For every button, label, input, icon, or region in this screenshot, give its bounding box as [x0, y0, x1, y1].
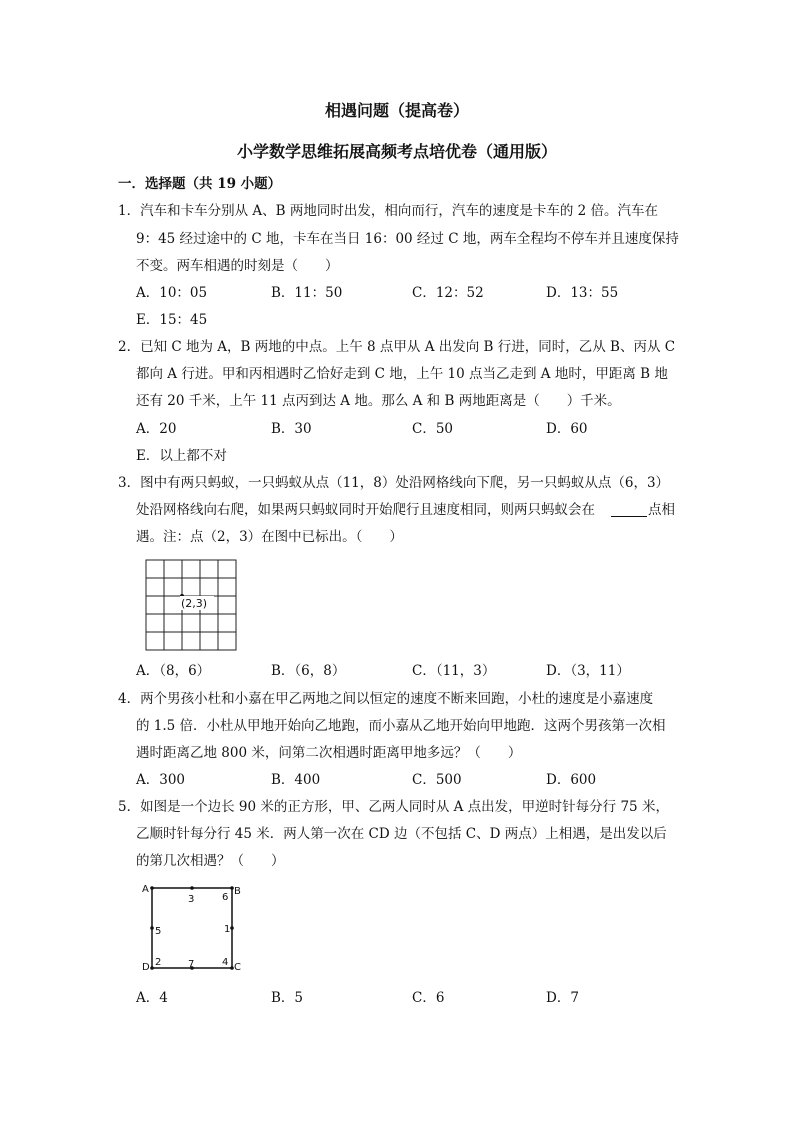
q5-line-3: 的第几次相遇？（ ） [136, 853, 285, 869]
q1-option-d[interactable]: D．13：55 [546, 285, 619, 301]
q2-line-1: 2．已知 C 地为 A，B 两地的中点。上午 8 点甲从 A 出发向 B 行进，同时，乙从 B、丙从 C [118, 339, 676, 355]
mark-7: 7 [188, 959, 195, 970]
q4-option-c[interactable]: C．500 [412, 772, 462, 788]
q5-line-1: 5．如图是一个边长 90 米的正方形，甲、乙两人同时从 A 点出发，甲逆时针每分行 75 米， [118, 799, 669, 815]
q3-line-2: 处沿网格线向右爬，如果两只蚂蚁同时开始爬行且速度相同，则两只蚂蚁会在 [136, 502, 595, 518]
q2-line-2: 都向 A 行进。甲和丙相遇时乙恰好走到 C 地，上午 10 点当乙走到 A 地时，甲距离 B 地 [136, 366, 668, 382]
q1-line-2: 9：45 经过途中的 C 地，卡车在当日 16：00 经过 C 地，两车全程均不停车并且速度保持 [136, 231, 679, 247]
q1-line-1: 1．汽车和卡车分别从 A、B 两地同时出发，相向而行，汽车的速度是卡车的 2 倍。汽车在 [118, 203, 659, 219]
q3-line-3: 遇。注：点（2，3）在图中已标出。（ ） [136, 529, 403, 545]
q2-option-e[interactable]: E．以上都不对 [136, 448, 227, 464]
q4-option-a[interactable]: A．300 [136, 772, 186, 788]
section-heading: 一．选择题（共 19 小题） [118, 176, 282, 192]
q3-line-1: 3．图中有两只蚂蚁，一只蚂蚁从点（11，8）处沿网格线向下爬，另一只蚂蚁从点（6，3） [118, 475, 670, 491]
mark-1: 1 [224, 924, 231, 935]
q5-square-figure [138, 880, 248, 980]
q1-option-b[interactable]: B．11：50 [271, 285, 343, 301]
q1-option-a[interactable]: A．10：05 [136, 285, 208, 301]
q2-line-3: 还有 20 千米，上午 11 点丙到达 A 地。那么 A 和 B 两地距离是（ ）千米。 [136, 393, 621, 409]
q4-line-3: 遇时距离乙地 800 米，问第二次相遇时距离甲地多远？（ ） [136, 745, 522, 761]
q3-answer-blank[interactable] [611, 516, 647, 517]
q4-line-2: 的 1.5 倍．小杜从甲地开始向乙地跑，而小嘉从乙地开始向甲地跑．这两个男孩第一次相 [136, 718, 666, 734]
corner-a: A [142, 884, 149, 895]
q3-option-b[interactable]: B．（6，8） [271, 663, 346, 679]
mark-4: 4 [222, 957, 229, 968]
q1-option-e[interactable]: E．15：45 [136, 312, 208, 328]
q2-option-c[interactable]: C．50 [412, 421, 454, 437]
grid-point-label: (2,3) [181, 597, 208, 610]
q5-option-d[interactable]: D．7 [546, 990, 579, 1006]
q2-option-a[interactable]: A．20 [136, 421, 177, 437]
q2-option-d[interactable]: D．60 [546, 421, 588, 437]
corner-d: D [142, 962, 150, 973]
mark-3: 3 [188, 894, 195, 905]
doc-title: 相遇问题（提高卷） [324, 101, 469, 120]
q1-line-3: 不变。两车相遇的时刻是（ ） [136, 258, 339, 274]
doc-subtitle: 小学数学思维拓展高频考点培优卷（通用版） [236, 142, 557, 161]
corner-c: C [234, 962, 241, 973]
mark-2: 2 [155, 957, 162, 968]
q5-option-a[interactable]: A．4 [136, 990, 168, 1006]
q3-option-d[interactable]: D．（3，11） [546, 663, 630, 679]
q3-option-a[interactable]: A．（8，6） [136, 663, 211, 679]
q3-line-2-end: 点相 [648, 502, 675, 518]
mark-6: 6 [222, 892, 229, 903]
q2-option-b[interactable]: B．30 [271, 421, 312, 437]
mark-5: 5 [155, 926, 162, 937]
q5-option-b[interactable]: B．5 [271, 990, 304, 1006]
q4-option-b[interactable]: B．400 [271, 772, 321, 788]
q5-line-2: 乙顺时针每分行 45 米．两人第一次在 CD 边（不包括 C、D 两点）上相遇，是出发以后 [136, 826, 667, 842]
q5-option-c[interactable]: C．6 [412, 990, 445, 1006]
q1-option-c[interactable]: C．12：52 [412, 285, 484, 301]
corner-b: B [234, 886, 241, 897]
q4-line-1: 4．两个男孩小杜和小嘉在甲乙两地之间以恒定的速度不断来回跑，小杜的速度是小嘉速度 [118, 691, 654, 707]
q3-option-c[interactable]: C．（11，3） [412, 663, 496, 679]
q4-option-d[interactable]: D．600 [546, 772, 597, 788]
q3-grid-figure [142, 556, 238, 652]
